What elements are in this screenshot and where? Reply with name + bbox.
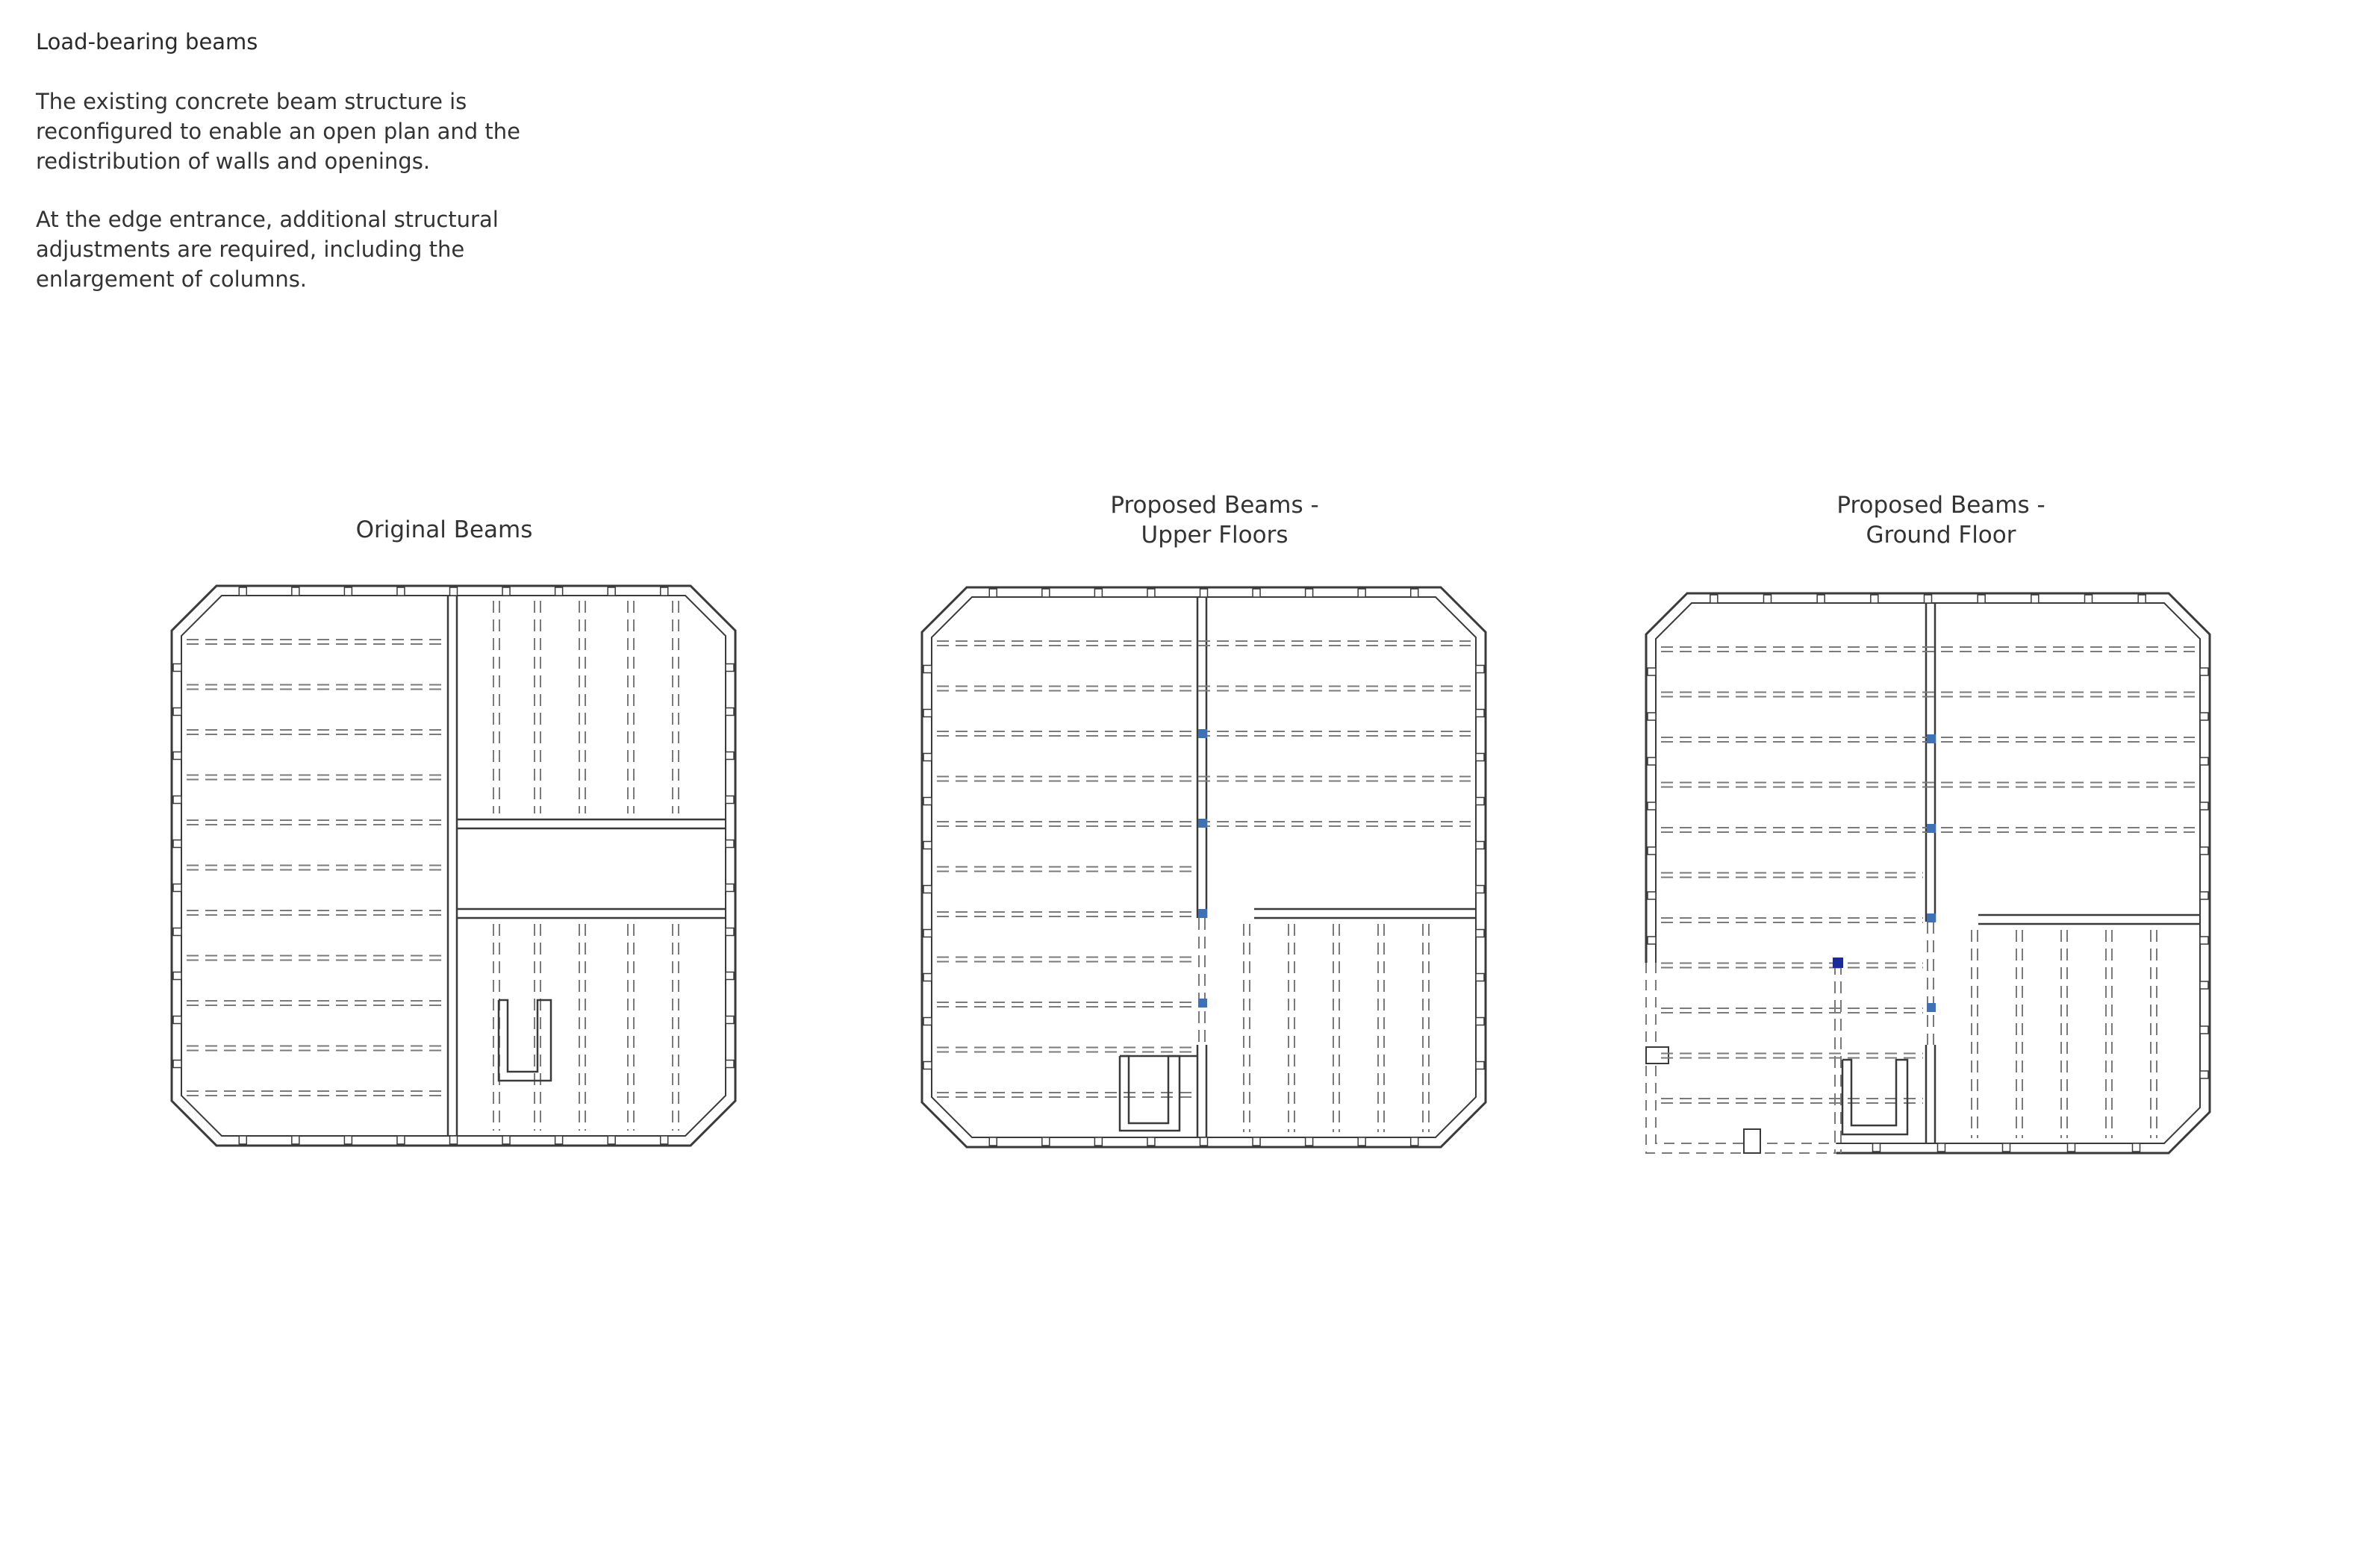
wall-column: [1476, 930, 1484, 937]
wall-column: [923, 798, 932, 805]
intro-paragraph-2: At the edge entrance, additional structural adjustments are required, including the enlargement of columns.: [36, 207, 499, 292]
column-marker: [1198, 909, 1207, 918]
wall-column: [923, 886, 932, 893]
wall-column: [2085, 595, 2093, 603]
wall-column: [726, 752, 734, 760]
wall-column: [450, 1136, 458, 1144]
wall-column: [1925, 595, 1932, 603]
plan-title-line: Original Beams: [355, 516, 533, 543]
wall-column: [923, 1018, 932, 1025]
wall-column: [1147, 589, 1155, 597]
wall-column: [2200, 713, 2208, 720]
intro-paragraph-1: The existing concrete beam structure is reconfigured to enable an open plan and the redistribution of walls and openings.: [36, 89, 521, 174]
wall-column: [2068, 1143, 2075, 1152]
wall-column: [726, 884, 734, 892]
wall-column: [2200, 802, 2208, 810]
wall-column: [1476, 754, 1484, 761]
plan-title-line: Proposed Beams -: [1110, 492, 1319, 519]
wall-column: [173, 664, 181, 672]
wall-column: [1253, 1137, 1260, 1146]
entrance-column: [1646, 1047, 1668, 1063]
wall-column: [1648, 892, 1656, 899]
wall-column: [1764, 595, 1772, 603]
wall-column: [1253, 589, 1260, 597]
wall-column: [344, 587, 352, 596]
wall-column: [555, 587, 563, 596]
wall-column: [1094, 589, 1102, 597]
wall-column: [1648, 802, 1656, 810]
entrance-column: [1744, 1129, 1760, 1153]
wall-column: [726, 796, 734, 804]
wall-column: [608, 1136, 615, 1144]
column-marker: [1927, 1003, 1936, 1012]
wall-column: [923, 666, 932, 673]
stair-shaft: [499, 1000, 551, 1081]
wall-column: [1476, 710, 1484, 717]
wall-column: [1476, 1062, 1484, 1069]
wall-column: [173, 796, 181, 804]
wall-column: [1476, 974, 1484, 981]
column-marker: [1833, 958, 1843, 968]
wall-column: [923, 1062, 932, 1069]
wall-column: [923, 754, 932, 761]
wall-column: [726, 840, 734, 848]
wall-column: [2003, 1143, 2010, 1152]
wall-column: [1710, 595, 1718, 603]
wall-column: [173, 840, 181, 848]
wall-column: [1648, 937, 1656, 944]
wall-column: [1873, 1143, 1881, 1152]
wall-column: [923, 842, 932, 849]
wall-column: [2200, 758, 2208, 765]
wall-column: [1817, 595, 1825, 603]
wall-column: [173, 972, 181, 980]
outer-wall: [172, 586, 735, 1146]
wall-column: [726, 664, 734, 672]
wall-column: [173, 752, 181, 760]
wall-column: [555, 1136, 563, 1144]
wall-column: [1411, 589, 1418, 597]
wall-column: [292, 587, 299, 596]
wall-column: [173, 884, 181, 892]
wall-column: [1094, 1137, 1102, 1146]
wall-column: [1871, 595, 1878, 603]
wall-column: [2200, 981, 2208, 989]
wall-column: [2200, 892, 2208, 899]
wall-column: [1476, 798, 1484, 805]
wall-column: [239, 587, 246, 596]
wall-column: [726, 972, 734, 980]
wall-column: [1358, 589, 1365, 597]
wall-column: [989, 589, 997, 597]
column-marker: [1198, 999, 1207, 1008]
wall-column: [2200, 668, 2208, 675]
wall-column: [1306, 589, 1313, 597]
wall-column: [923, 930, 932, 937]
outer-wall: [1646, 593, 2210, 1153]
wall-column: [2200, 1071, 2208, 1078]
wall-column: [1358, 1137, 1365, 1146]
wall-column: [923, 710, 932, 717]
wall-column: [2200, 1026, 2208, 1034]
wall-column: [608, 587, 615, 596]
wall-column: [1042, 1137, 1050, 1146]
wall-column: [397, 587, 405, 596]
wall-column: [661, 587, 668, 596]
column-marker: [1927, 734, 1936, 743]
wall-column: [2138, 595, 2146, 603]
wall-column: [1476, 886, 1484, 893]
column-marker: [1927, 824, 1936, 833]
wall-column: [1978, 595, 1985, 603]
wall-column: [2200, 937, 2208, 944]
column-marker: [1198, 729, 1207, 738]
page-heading: Load-bearing beams: [36, 29, 258, 54]
stair-shaft: [1842, 1060, 1907, 1134]
wall-column: [1306, 1137, 1313, 1146]
wall-column: [1411, 1137, 1418, 1146]
wall-column: [1476, 666, 1484, 673]
outer-wall: [922, 587, 1486, 1147]
wall-column: [1042, 589, 1050, 597]
wall-column: [173, 928, 181, 936]
plan-proposed-ground-floor: [1646, 593, 2210, 1153]
plan-original-beams: [172, 586, 735, 1146]
plan-title-line: Upper Floors: [1141, 522, 1289, 549]
wall-column: [2133, 1143, 2140, 1152]
wall-column: [1648, 668, 1656, 675]
wall-column: [726, 928, 734, 936]
wall-column: [2031, 595, 2039, 603]
wall-column: [1648, 847, 1656, 855]
wall-column: [173, 1061, 181, 1068]
wall-column: [239, 1136, 246, 1144]
wall-column: [923, 974, 932, 981]
wall-column: [502, 587, 510, 596]
wall-column: [344, 1136, 352, 1144]
wall-column: [397, 1136, 405, 1144]
wall-column: [661, 1136, 668, 1144]
wall-column: [1648, 713, 1656, 720]
wall-column: [173, 1016, 181, 1024]
plan-proposed-upper-floors: [922, 587, 1486, 1147]
plan-title-line: Proposed Beams -: [1836, 492, 2045, 519]
wall-column: [726, 708, 734, 716]
wall-column: [502, 1136, 510, 1144]
wall-column: [989, 1137, 997, 1146]
column-marker: [1927, 913, 1936, 922]
column-marker: [1198, 819, 1207, 828]
wall-column: [1938, 1143, 1945, 1152]
wall-column: [1200, 1137, 1208, 1146]
wall-column: [1476, 1018, 1484, 1025]
wall-column: [450, 587, 458, 596]
wall-column: [292, 1136, 299, 1144]
wall-column: [726, 1061, 734, 1068]
wall-column: [173, 708, 181, 716]
wall-column: [2200, 847, 2208, 855]
wall-column: [1147, 1137, 1155, 1146]
wall-column: [726, 1016, 734, 1024]
wall-column: [1476, 842, 1484, 849]
wall-column: [1648, 758, 1656, 765]
wall-column: [1200, 589, 1208, 597]
plan-title-line: Ground Floor: [1866, 522, 2016, 549]
